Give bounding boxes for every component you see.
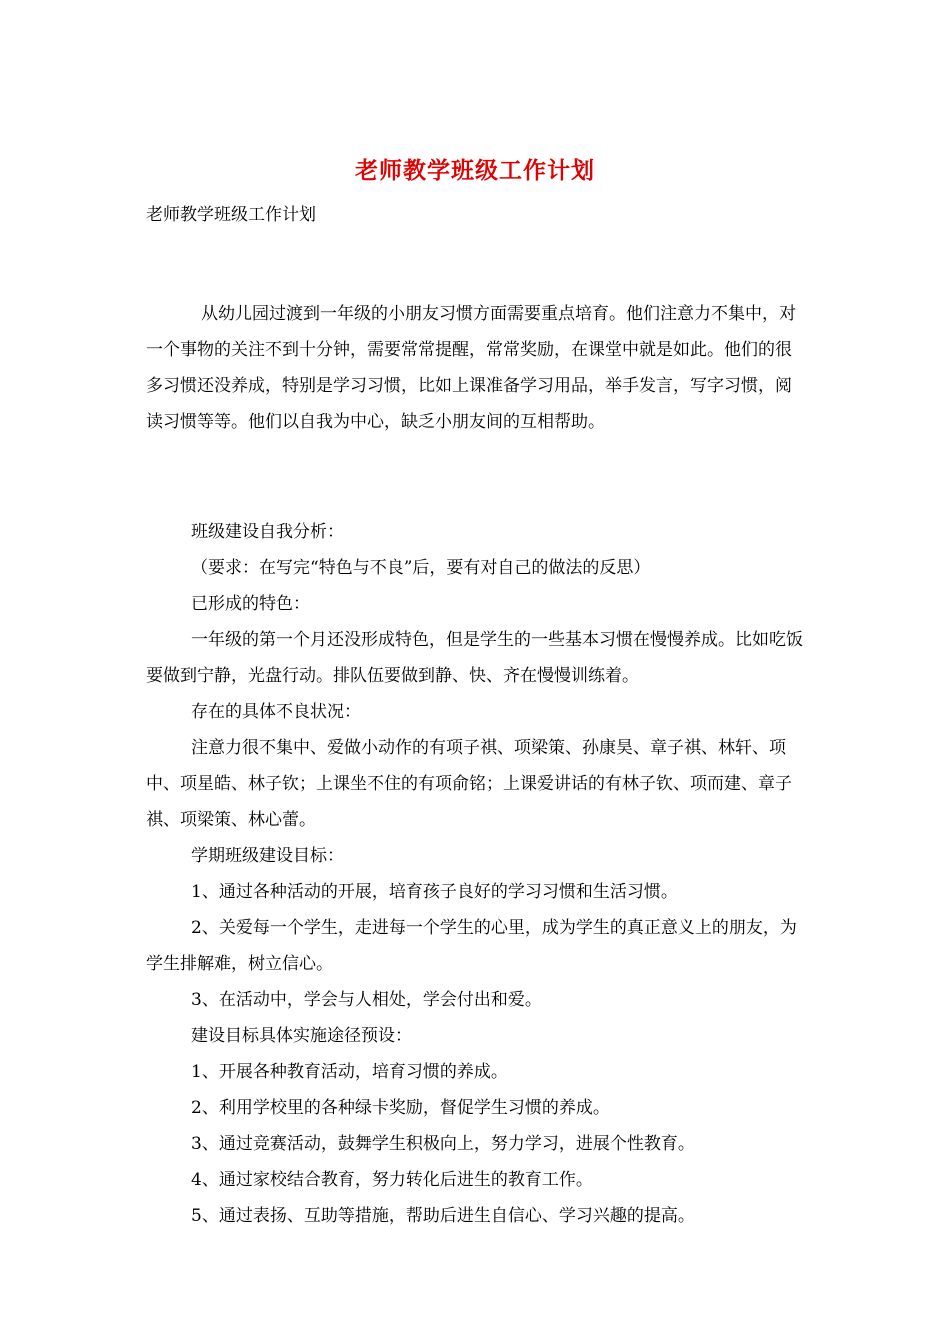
goal-item: 2、关爱每一个学生，走进每一个学生的心里，成为学生的真正意义上的朋友，为学生排解难，树立信心。 [146,918,797,974]
implementation-item: 3、通过竞赛活动，鼓舞学生积极向上，努力学习，进展个性教育。 [191,1134,695,1154]
document-subtitle: 老师教学班级工作计划 [146,205,316,225]
body-section [146,514,806,1234]
goal-item: 1、通过各种活动的开展，培育孩子良好的学习习惯和生活习惯。 [191,882,678,902]
goal-item: 3、在活动中，学会与人相处，学会付出和爱。 [191,990,542,1010]
implementation-item: 2、利用学校里的各种绿卡奖励，督促学生习惯的养成。 [191,1098,610,1118]
intro-paragraph: 从幼儿园过渡到一年级的小朋友习惯方面需要重点培育。他们注意力不集中，对一个事物的关注不到十分钟，需要常常提醒，常常奖励，在课堂中就是如此。他们的很多习惯还没养成，特别是学习习惯，比如上课准备学习用品，举手发言，写字习惯，阅读习惯等等。他们以自我为中心，缺乏小朋友间的互相帮助。 [146,304,796,432]
problems-paragraph: 注意力很不集中、爱做小动作的有项子祺、项梁策、孙康昊、章子祺、林轩、项中、项星皓、林子钦；上课坐不住的有项俞铭；上课爱讲话的有林子钦、项而建、章子祺、项梁策、林心蕾。 [146,738,792,830]
implementation-item: 5、通过表扬、互助等措施，帮助后进生自信心、学习兴趣的提高。 [191,1206,695,1226]
requirement-note: （要求：在写完“特色与不良”后，要有对自己的做法的反思） [191,558,651,578]
features-paragraph: 一年级的第一个月还没形成特色，但是学生的一些基本习惯在慢慢养成。比如吃饭要做到宁静，光盘行动。排队伍要做到静、快、齐在慢慢训练着。 [146,630,803,686]
heading-self-analysis: 班级建设自我分析： [191,522,344,542]
heading-problems: 存在的具体不良状况： [191,702,361,722]
heading-implementation: 建设目标具体实施途径预设： [191,1026,412,1046]
heading-features: 已形成的特色： [191,594,310,614]
document-title: 老师教学班级工作计划 [355,157,595,184]
implementation-item: 1、开展各种教育活动，培育习惯的养成。 [191,1062,508,1082]
heading-goals: 学期班级建设目标： [191,846,344,866]
implementation-item: 4、通过家校结合教育，努力转化后进生的教育工作。 [191,1170,593,1190]
